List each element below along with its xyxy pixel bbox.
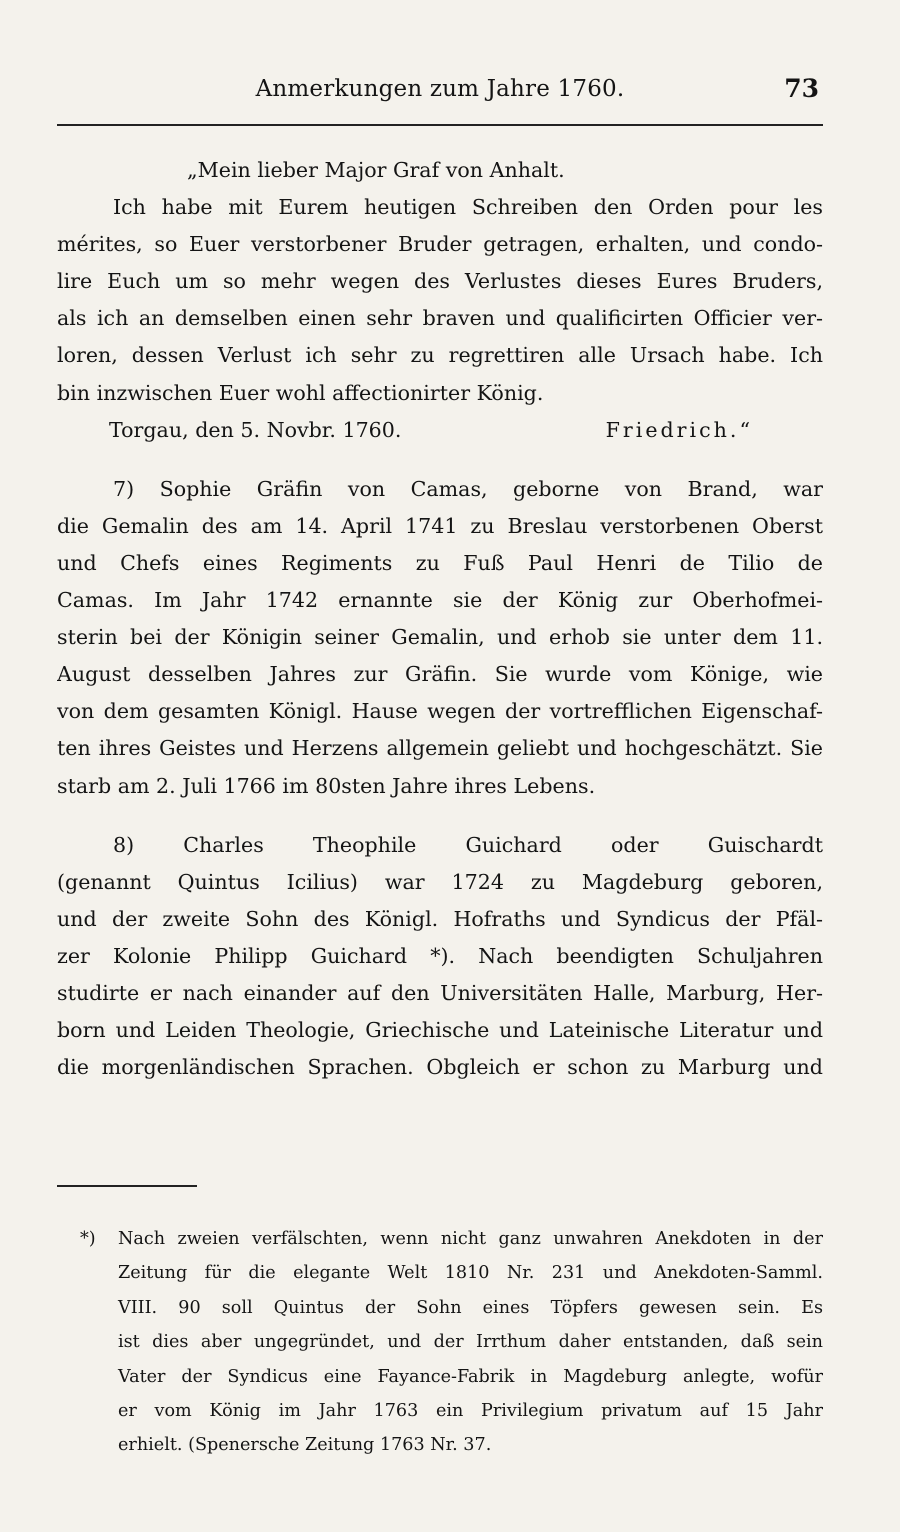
header-rule — [57, 124, 823, 126]
note7-line: die Gemalin des am 14. April 1741 zu Breslau verstorbenen Oberst — [57, 513, 823, 538]
note8-line: zer Kolonie Philipp Guichard *). Nach beendigten Schuljahren — [57, 943, 823, 968]
main-text — [57, 152, 823, 1086]
letter-salutation: „Mein lieber Major Graf von Anhalt. — [187, 158, 565, 182]
paragraph-gap — [57, 449, 823, 471]
footnote-line: VIII. 90 soll Quintus der Sohn eines Töpfers gewesen sein. Es — [118, 1297, 823, 1318]
note8-line: studirte er nach einander auf den Universitäten Halle, Marburg, Her- — [57, 980, 823, 1005]
note7-line: und Chefs eines Regiments zu Fuß Paul Henri de Tilio de — [57, 550, 823, 575]
note7-line: sterin bei der Königin seiner Gemalin, und erhob sie unter dem 11. — [57, 625, 823, 650]
footnote-line: erhielt. (Spenersche Zeitung 1763 Nr. 37. — [118, 1435, 492, 1456]
paragraph-gap — [57, 805, 823, 827]
footnote-line: Vater der Syndicus eine Fayance-Fabrik in Magdeburg anlegte, wofür — [118, 1366, 823, 1387]
note7-line: 7) Sophie Gräfin von Camas, geborne von Brand, war — [113, 476, 823, 501]
note8-line: und der zweite Sohn des Königl. Hofraths und Syndicus der Pfäl- — [57, 906, 823, 931]
note8-line: 8) Charles Theophile Guichard oder Guischardt — [113, 832, 823, 857]
letter-signature: Friedrich.“ — [605, 417, 753, 442]
letter-line: lire Euch um so mehr wegen des Verlustes dieses Eures Bruders, — [57, 269, 823, 294]
footnote-marker: *) — [80, 1229, 96, 1249]
note7-line: August desselben Jahres zur Gräfin. Sie wurde vom Könige, wie — [57, 662, 823, 687]
footnote-line: Zeitung für die elegante Welt 1810 Nr. 231 und Anekdoten-Samml. — [118, 1263, 823, 1284]
footnote-rule — [57, 1185, 197, 1187]
letter-place-date: Torgau, den 5. Novbr. 1760. — [109, 417, 402, 442]
note8-line: (genannt Quintus Icilius) war 1724 zu Magdeburg geboren, — [57, 869, 823, 894]
letter-line: Ich habe mit Eurem heutigen Schreiben den Orden pour les — [113, 195, 823, 220]
note7-line: Camas. Im Jahr 1742 ernannte sie der König zur Oberhofmei- — [57, 588, 823, 613]
footnote-text: Nach zweien verfälschten, wenn nicht ganz unwahren Anekdoten in der — [118, 1229, 823, 1249]
note8-line: die morgenländischen Sprachen. Obgleich er schon zu Marburg und — [57, 1055, 823, 1080]
letter-closing — [57, 412, 823, 449]
page-number: 73 — [784, 74, 819, 103]
page-header — [57, 72, 823, 116]
footnote-line — [80, 1222, 823, 1256]
note7-line: starb am 2. Juli 1766 im 80sten Jahre ihres Lebens. — [57, 773, 596, 798]
footnote-line: er vom König im Jahr 1763 ein Privilegium privatum auf 15 Jahr — [118, 1400, 823, 1421]
letter-line: mérites, so Euer verstorbener Bruder getragen, erhalten, und condo- — [57, 232, 823, 257]
letter-line: als ich an demselben einen sehr braven und qualificirten Officier ver- — [57, 306, 823, 331]
footnote — [80, 1222, 823, 1463]
running-title: Anmerkungen zum Jahre 1760. — [255, 76, 625, 102]
footnote-line: ist dies aber ungegründet, und der Irrthum daher entstanden, daß sein — [118, 1332, 823, 1353]
note8-line: born und Leiden Theologie, Griechische und Lateinische Literatur und — [57, 1018, 823, 1043]
note7-line: ten ihres Geistes und Herzens allgemein geliebt und hochgeschätzt. Sie — [57, 736, 823, 761]
letter-line: bin inzwischen Euer wohl affectionirter König. — [57, 380, 544, 405]
letter-line: loren, dessen Verlust ich sehr zu regrettiren alle Ursach habe. Ich — [57, 343, 823, 368]
note7-line: von dem gesamten Königl. Hause wegen der vortrefflichen Eigenschaf- — [57, 699, 823, 724]
